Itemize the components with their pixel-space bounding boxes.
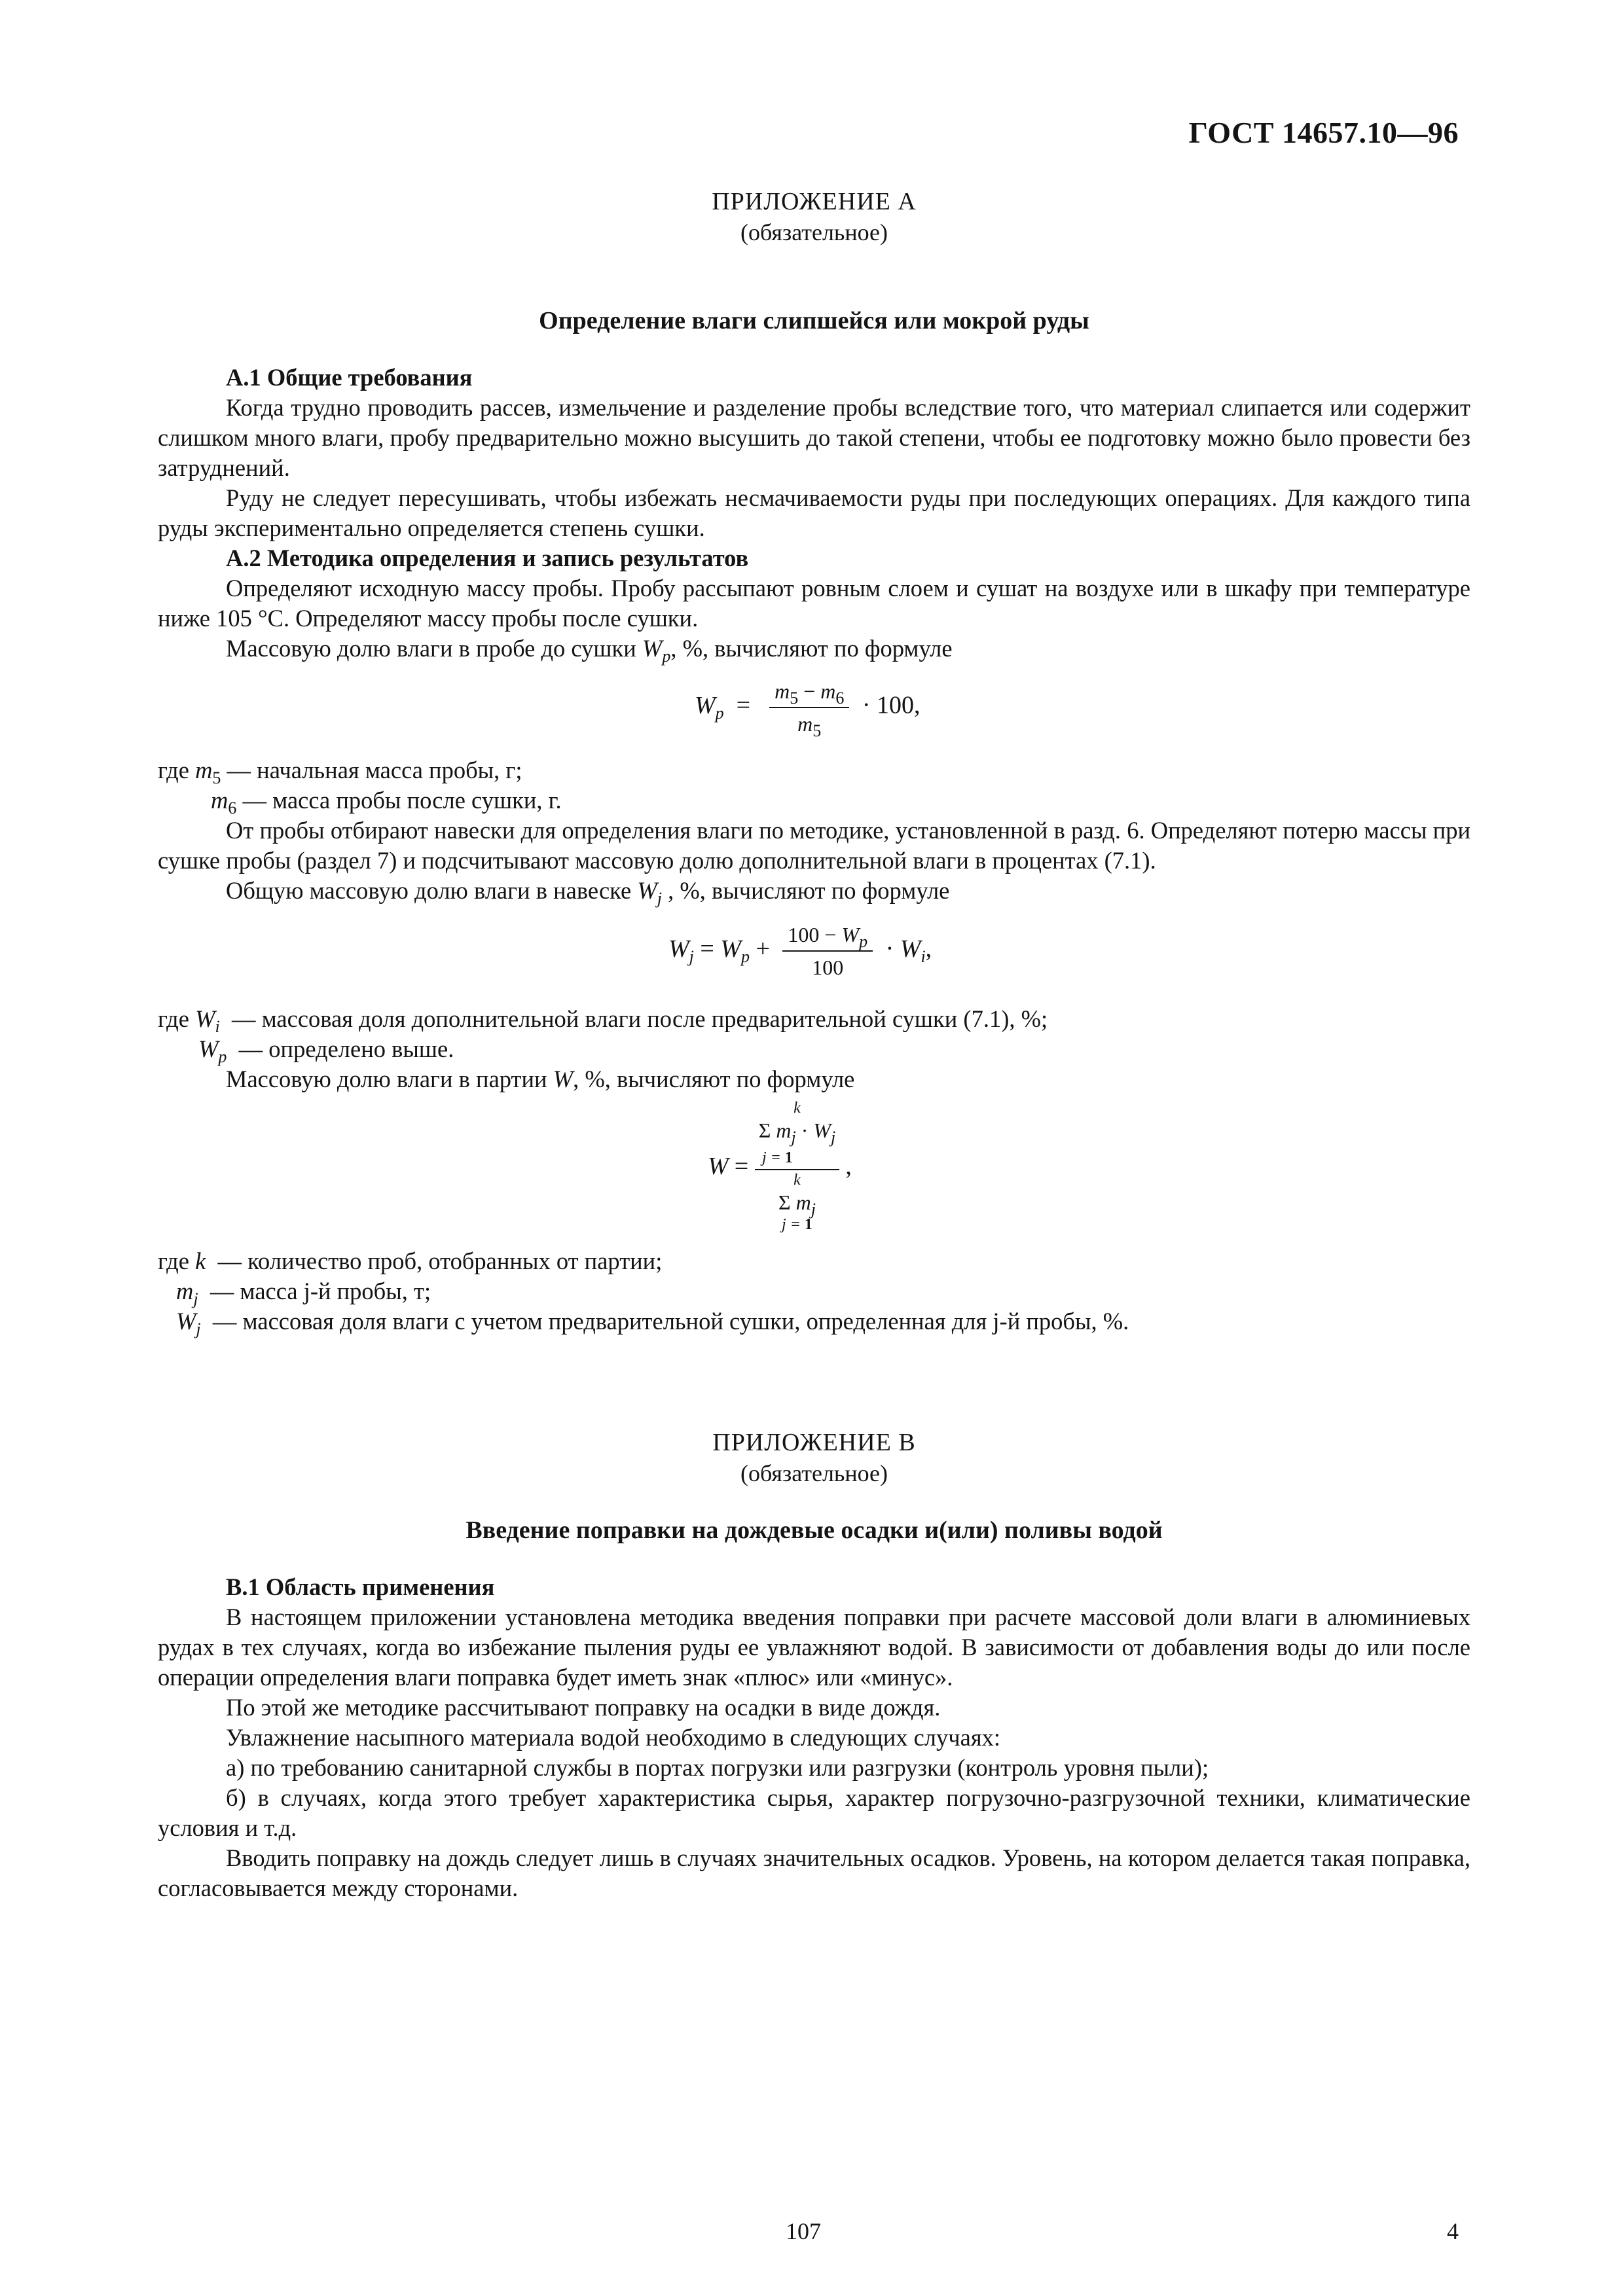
paragraph: В настоящем приложении установлена методика введения поправки при расчете массовой доли влаги в алюминиевых рудах в тех случаях, когда во избежание пыления руды ее увлажняют водой. В зависимости от добавления воды до или после операции определения влаги поправка будет иметь знак «плюс» или «минус». [158,1604,1470,1691]
formula-legend: где k — количество проб, отобранных от партии; [158,1247,663,1274]
formula-legend: где $m_5$ — начальная масса пробы, г; [158,757,522,787]
paragraph: Общую массовую долю влаги в навеске $W_j$ , %, вычисляют по формуле [226,877,950,908]
formula-legend: $W_j$ — массовая доля влаги с учетом предварительной сушки, определенная для j-й пробы, %. [176,1308,1129,1338]
paragraph: Вводить поправку на дождь следует лишь в случаях значительных осадков. Уровень, на котором делается такая поправка, согласовывается между сторонами. [158,1844,1470,1901]
paragraph: Массовую долю влаги в пробе до сушки $W_p$, %, вычисляют по формуле [226,635,953,666]
list-item: б) в случаях, когда этого требует характеристика сырья, характер погрузочно-разгрузочной техники, климатические условия и т.д. [158,1784,1470,1841]
appendix-b-section-title: Введение поправки на дождевые осадки и(или) поливы водой [465,1516,1163,1544]
clause-a2-heading: А.2 Методика определения и запись результатов [226,545,749,571]
appendix-a-status: (обязательное) [740,219,888,245]
formula-wj: $W_j = W_p$ + $\frac{100 - W_p}{100}$ · $W_i$, [668,923,932,979]
appendix-b-status: (обязательное) [740,1460,888,1486]
page-number: 107 [786,2218,821,2244]
paragraph: Руду не следует пересушивать, чтобы избежать несмачиваемости руды при последующих операциях. Для каждого типа руды экспериментально определяется степень сушки. [158,484,1470,541]
paragraph: Определяют исходную массу пробы. Пробу рассыпают ровным слоем и сушат на воздухе или в шкафу при температуре ниже 105 °С. Определяют массу пробы после сушки. [158,575,1470,632]
paragraph: От пробы отбирают навески для определения влаги по методике, установленной в разд. 6. Определяют потерю массы при сушке пробы (раздел 7) и подсчитывают массовую долю дополнительной влаги в процентах (7.1). [158,817,1470,874]
formula-legend: $W_p$ — определено выше. [198,1035,454,1066]
page-content [158,186,1470,1903]
paragraph: Когда трудно проводить рассев, измельчение и разделение пробы вследствие того, что материал слипается или содержит слишком много влаги, пробу предварительно можно высушить до такой степени, чтобы ее подготовку можно было провести без затруднений. [158,394,1470,481]
formula-w: W = k Σ $m_j \cdot W_j$ j = 1 k Σ $m_j$ j = 1 , [708,1100,852,1233]
formula-wp: $W_p$ = $\frac{m_5 - m_6}{m_5}$ · 100, [695,679,921,740]
paragraph: По этой же методике рассчитывают поправку на осадки в виде дождя. [226,1694,941,1721]
formula-legend: $m_j$ — масса j-й пробы, т; [176,1278,431,1308]
appendix-b-title: ПРИЛОЖЕНИЕ В [712,1429,916,1456]
appendix-a-section-title: Определение влаги слипшейся или мокрой руды [539,307,1089,334]
appendix-a-title: ПРИЛОЖЕНИЕ А [712,188,917,215]
document-code: ГОСТ 14657.10—96 [1188,116,1459,149]
paragraph: Увлажнение насыпного материала водой необходимо в следующих случаях: [226,1724,1001,1751]
sheet-number: 4 [1447,2218,1459,2244]
clause-a1-heading: А.1 Общие требования [226,364,473,391]
clause-b1-heading: В.1 Область применения [226,1573,495,1600]
formula-legend: где $W_i$ — массовая доля дополнительной влаги после предварительной сушки (7.1), %; [158,1005,1048,1036]
formula-legend: $m_6$ — масса пробы после сушки, г. [211,787,562,817]
paragraph: Массовую долю влаги в партии W, %, вычисляют по формуле [226,1066,855,1092]
list-item: а) по требованию санитарной службы в портах погрузки или разгрузки (контроль уровня пыли); [226,1754,1209,1781]
